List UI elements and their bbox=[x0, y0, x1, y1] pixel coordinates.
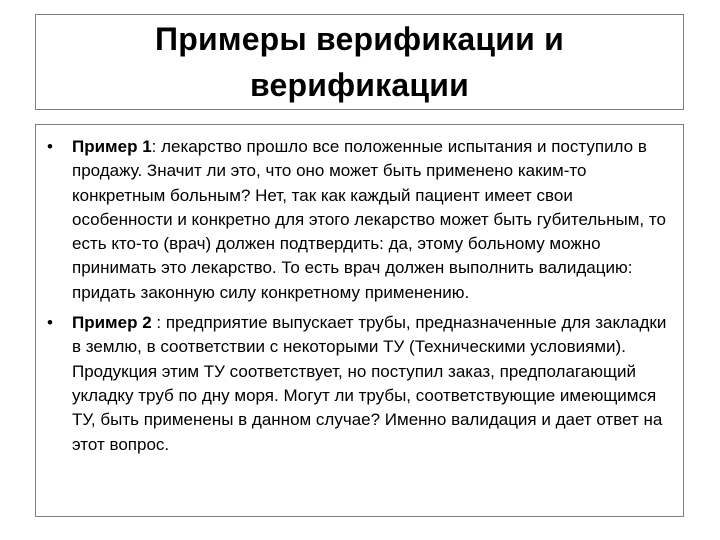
bullet-marker: • bbox=[47, 137, 53, 156]
bullet-item-example-2 bbox=[36, 311, 683, 457]
slide-title-line-1: Примеры верификации и bbox=[155, 21, 564, 57]
example-2-label: Пример 2 bbox=[72, 313, 152, 333]
example-1-label: Пример 1 bbox=[72, 137, 152, 156]
bullet-marker: • bbox=[47, 313, 53, 333]
bullet-list bbox=[36, 135, 683, 463]
slide-title-line-2: верификации bbox=[250, 67, 469, 103]
example-1-text: : лекарство прошло все положенные испытания и поступило в продажу. Значит ли это, что оно может быть применено каким-то конкретным больным? Нет, так как каждый пациент имеет свои особенности и конкретно для этого лекарство может быть губительным, то есть кто-то (врач) должен подтвердить: да, этому больному можно принимать это лекарство. То есть врач должен выполнить валидацию: придать законную силу конкретному применению. bbox=[72, 137, 666, 302]
title-frame bbox=[35, 14, 684, 110]
content-frame bbox=[35, 124, 684, 517]
bullet-item-example-1 bbox=[36, 135, 683, 305]
slide-title bbox=[155, 16, 564, 108]
example-2-text: : предприятие выпускает трубы, предназначенные для закладки в землю, в соответствии с некоторыми ТУ (Техническими условиями). Продукция этим ТУ соответствует, но поступил заказ, предполагающий укладку труб по дну моря. Могут ли трубы, соответствующие имеющимся ТУ, быть применены в данном случае? Именно валидация и дает ответ на этот вопрос. bbox=[72, 313, 667, 454]
